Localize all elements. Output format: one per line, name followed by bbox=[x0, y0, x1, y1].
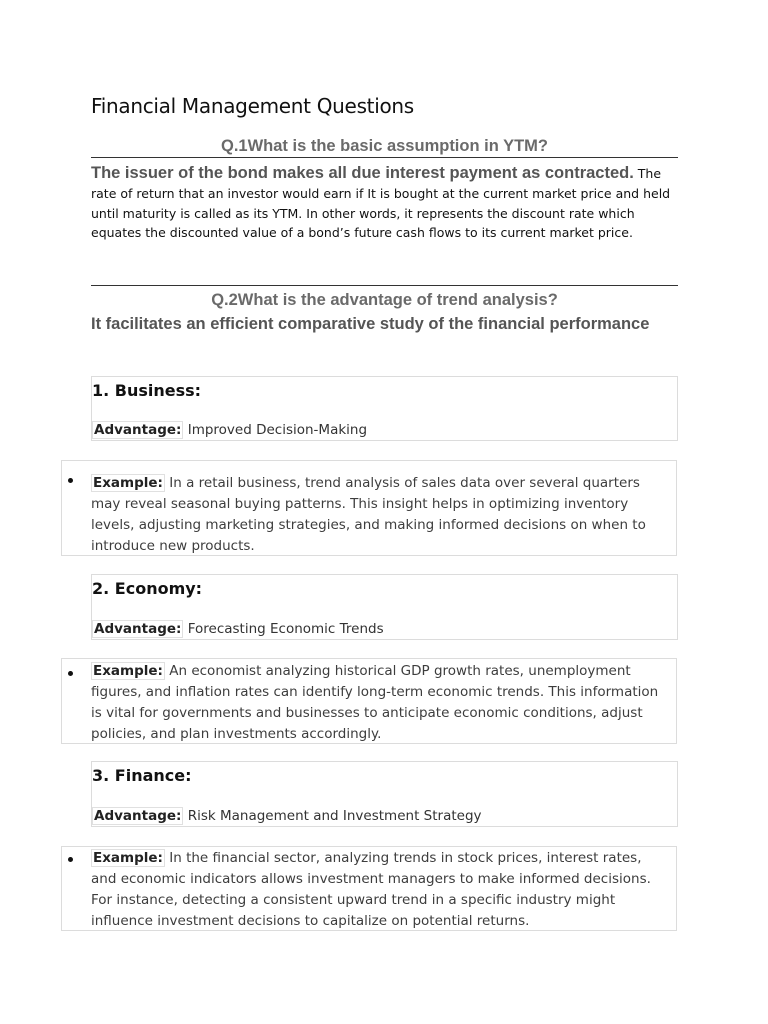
question-2-answer: It facilitates an efficient comparative study of the financial performance bbox=[91, 315, 650, 333]
example-body: In a retail business, trend analysis of sales data over several quarters may reveal seasonal buying patterns. This insight helps in optimizing inventory levels, adjusting marketing strategies, and making informed decisions on when to introduce new products. bbox=[91, 475, 646, 554]
advantage-text: Risk Management and Investment Strategy bbox=[183, 808, 482, 824]
answer-1-lead: The issuer of the bond makes all due interest payment as contracted. bbox=[91, 164, 634, 182]
section-business bbox=[91, 376, 678, 441]
question-2-heading: Q.2What is the advantage of trend analysis? bbox=[211, 291, 558, 309]
example-body: In the financial sector, analyzing trends in stock prices, interest rates, and economic indicators allows investment managers to make informed decisions. For instance, detecting a consistent upward trend in a specific industry might influence investment decisions to capitalize on potential returns. bbox=[91, 850, 651, 929]
section-economy bbox=[91, 574, 678, 640]
advantage-label: Advantage: bbox=[94, 808, 182, 824]
section-title: 3. Finance: bbox=[92, 766, 192, 785]
example-label: Example: bbox=[93, 850, 163, 866]
advantage-text: Forecasting Economic Trends bbox=[183, 621, 384, 637]
advantage-label: Advantage: bbox=[94, 621, 182, 637]
advantage-line bbox=[92, 808, 482, 824]
bullet-icon bbox=[68, 857, 73, 862]
example-text bbox=[91, 848, 671, 932]
answer-1-body: The rate of return that an investor would earn if It is bought at the current market price and held until maturity is called as its YTM. In other words, it represents the discount rate which equates the discounted value of a bond’s future cash flows to its current market price. bbox=[91, 166, 671, 240]
example-economy bbox=[61, 658, 677, 744]
example-body: An economist analyzing historical GDP growth rates, unemployment figures, and inflation rates can identify long-term economic trends. This information is vital for governments and businesses to anticipate economic conditions, adjust policies, and plan investments accordingly. bbox=[91, 663, 659, 742]
advantage-text: Improved Decision-Making bbox=[183, 422, 368, 438]
example-business bbox=[61, 460, 677, 556]
section-finance bbox=[91, 761, 678, 827]
bullet-icon bbox=[68, 478, 73, 483]
example-finance bbox=[61, 846, 677, 931]
question-1-answer bbox=[91, 162, 678, 243]
document-title: Financial Management Questions bbox=[91, 94, 414, 118]
bullet-icon bbox=[68, 671, 73, 676]
advantage-line bbox=[92, 621, 384, 637]
example-text bbox=[91, 661, 671, 745]
advantage-line bbox=[92, 422, 367, 438]
section-title: 1. Business: bbox=[92, 381, 202, 400]
divider-line bbox=[91, 285, 678, 286]
divider-line bbox=[91, 157, 678, 158]
advantage-label: Advantage: bbox=[94, 422, 182, 438]
section-title: 2. Economy: bbox=[92, 579, 203, 598]
example-label: Example: bbox=[93, 663, 163, 679]
question-1-heading: Q.1What is the basic assumption in YTM? bbox=[221, 137, 548, 155]
example-text bbox=[91, 473, 671, 557]
example-label: Example: bbox=[93, 475, 163, 491]
